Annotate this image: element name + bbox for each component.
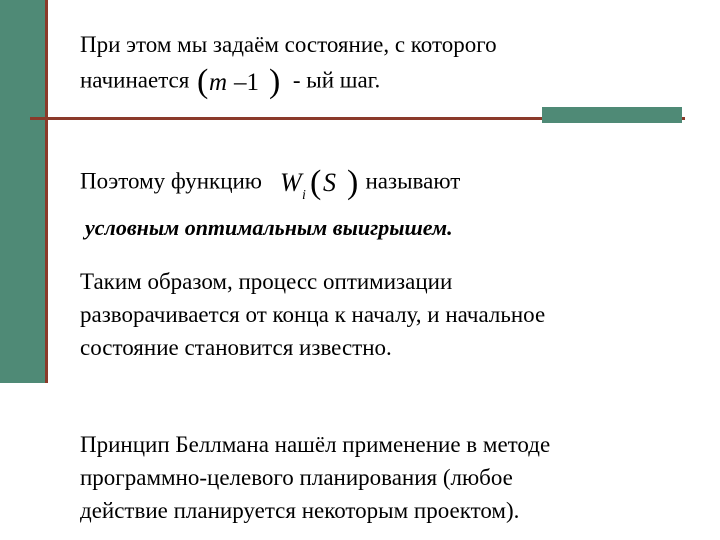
formula-S: S — [322, 168, 336, 197]
left-accent-bar — [0, 0, 45, 383]
paragraph-line: действие планируется некоторым проектом). — [80, 498, 520, 523]
formula-m: m — [209, 69, 228, 96]
paragraph-bellman — [80, 428, 550, 527]
line3-start: Поэтому функцию — [80, 168, 262, 194]
term-emphasis: условным оптимальным выигрышем. — [85, 215, 453, 240]
text-line-2 — [80, 62, 380, 102]
formula-m-minus-1 — [195, 62, 287, 102]
svg-text:(: ( — [197, 63, 209, 100]
left-bar-edge — [45, 0, 48, 383]
text-line-3 — [80, 163, 460, 203]
svg-text:): ) — [269, 63, 281, 100]
paragraph-line: программно-целевого планирования (любое — [80, 465, 513, 490]
paragraph-line: разворачивается от конца к началу, и начальное — [80, 302, 546, 327]
paragraph-line: Принцип Беллмана нашёл применение в методе — [80, 432, 551, 457]
line2-start: начинается — [80, 67, 190, 93]
divider-accent-block — [542, 107, 682, 123]
formula-Wi-S — [278, 163, 360, 203]
line3-end: называют — [365, 168, 461, 194]
formula-W: W — [279, 168, 302, 197]
formula-minus-one: –1 — [234, 69, 260, 96]
paragraph-optimization — [80, 265, 545, 364]
paragraph-line: состояние становится известно. — [80, 335, 392, 360]
text-line-1: При этом мы задаём состояние, с которого — [80, 32, 497, 57]
line2-end: - ый шаг. — [292, 67, 381, 93]
formula-i: i — [301, 188, 306, 203]
svg-text:): ) — [346, 164, 359, 201]
paragraph-line: Таким образом, процесс оптимизации — [80, 269, 453, 294]
svg-text:(: ( — [309, 164, 322, 201]
